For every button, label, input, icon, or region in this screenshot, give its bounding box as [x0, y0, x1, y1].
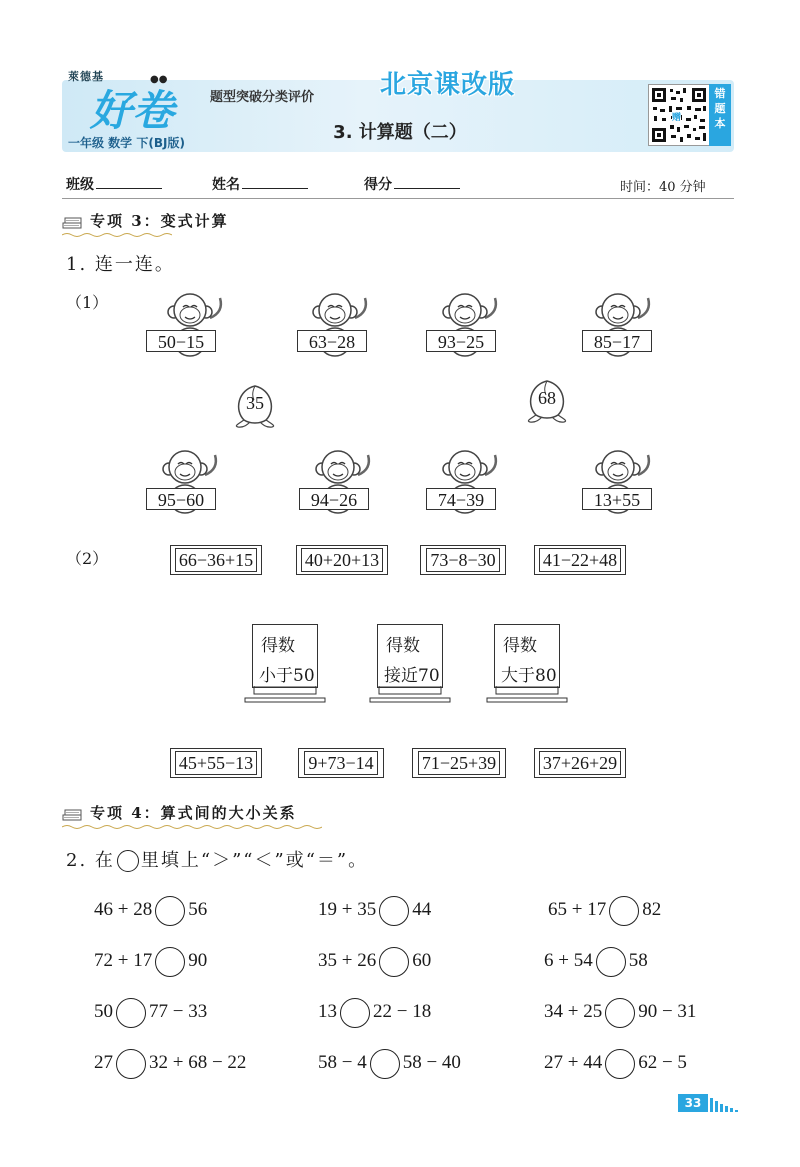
answer-circle[interactable] — [155, 947, 185, 977]
time-limit: 时间：40 分钟 — [620, 180, 706, 195]
comparison-right: 60 — [412, 950, 432, 971]
page-title: 3. 计算题（二） — [333, 122, 467, 143]
sign-stand — [369, 686, 451, 706]
expression-card[interactable] — [296, 545, 388, 575]
score-blank[interactable] — [394, 176, 460, 189]
answer-circle[interactable] — [370, 1049, 400, 1079]
sign-line-2: 大于80 — [501, 666, 557, 686]
expression-text: 41−22+48 — [539, 548, 621, 572]
expression-text: 73−8−30 — [426, 548, 499, 572]
books-icon — [62, 215, 84, 229]
comparison-left: 58 − 4 — [318, 1052, 367, 1073]
category-sign[interactable] — [377, 624, 443, 688]
monkey-expression: 63−28 — [297, 330, 367, 352]
comparison-left: 46 + 28 — [94, 899, 153, 920]
error-book-tab[interactable] — [709, 84, 731, 146]
expression-card[interactable] — [534, 748, 626, 778]
section-4-text: 专项 4：算式间的大小关系 — [90, 804, 297, 822]
question-1: 1. 连一连。 — [66, 254, 175, 275]
answer-circle[interactable] — [116, 998, 146, 1028]
sign-line-2: 接近70 — [384, 666, 440, 686]
comparison-right: 58 — [628, 950, 648, 971]
expression-card[interactable] — [534, 545, 626, 575]
comparison-item — [94, 996, 207, 1028]
comparison-right: 22 − 18 — [373, 1001, 432, 1022]
sign-line-1: 得数 — [386, 636, 420, 656]
section-3-text: 专项 3：变式计算 — [90, 212, 229, 230]
comparison-right: 90 — [188, 950, 208, 971]
expression-card[interactable] — [420, 545, 506, 575]
peach-value: 68 — [538, 388, 556, 408]
expression-text: 66−36+15 — [175, 548, 257, 572]
expression-text: 45+55−13 — [175, 751, 257, 775]
comparison-right: 82 — [642, 899, 662, 920]
category-sign[interactable] — [494, 624, 560, 688]
comparison-right: 90 − 31 — [638, 1001, 697, 1022]
comparison-left: 35 + 26 — [318, 950, 377, 971]
page-number: 33 — [678, 1094, 708, 1112]
wavy-underline — [62, 232, 172, 238]
expression-text: 37+26+29 — [539, 751, 621, 775]
question-2-suffix: 里填上“＞”“＜”或“＝”。 — [140, 850, 369, 871]
sign-stand — [244, 686, 326, 706]
expression-text: 40+20+13 — [301, 548, 383, 572]
monkey-expression: 94−26 — [299, 488, 369, 510]
error-book-char: 题 — [714, 102, 726, 115]
comparison-left: 6 + 54 — [544, 950, 593, 971]
sign-stand — [486, 686, 568, 706]
circle-blank-icon — [117, 850, 139, 872]
comparison-left: 65 + 17 — [548, 899, 607, 920]
expression-text: 71−25+39 — [418, 751, 500, 775]
comparison-right: 32 + 68 − 22 — [149, 1052, 247, 1073]
question-2 — [66, 846, 368, 872]
category-sign[interactable] — [252, 624, 318, 688]
answer-circle[interactable] — [605, 1049, 635, 1079]
comparison-item — [548, 894, 661, 926]
class-field[interactable] — [66, 174, 162, 194]
logo-eyes-icon: ●● — [150, 74, 168, 85]
comparison-item — [94, 894, 207, 926]
class-blank[interactable] — [96, 176, 162, 189]
expression-card[interactable] — [412, 748, 506, 778]
answer-circle[interactable] — [605, 998, 635, 1028]
comparison-item — [318, 945, 431, 977]
peach-value: 35 — [246, 393, 264, 413]
monkey-expression: 13+55 — [582, 488, 652, 510]
wavy-underline — [62, 824, 322, 830]
name-label: 姓名 — [212, 177, 240, 193]
comparison-item — [318, 894, 431, 926]
expression-card[interactable] — [298, 748, 384, 778]
comparison-left: 13 — [318, 1001, 337, 1022]
comparison-left: 72 + 17 — [94, 950, 153, 971]
comparison-left: 19 + 35 — [318, 899, 377, 920]
answer-circle[interactable] — [155, 896, 185, 926]
books-icon — [62, 807, 84, 821]
comparison-left: 50 — [94, 1001, 113, 1022]
part-1-label: （1） — [66, 293, 109, 312]
answer-circle[interactable] — [596, 947, 626, 977]
part-2-label: （2） — [66, 549, 109, 568]
score-field[interactable] — [364, 174, 460, 194]
logo-publisher: 萊德基 — [68, 70, 104, 83]
comparison-left: 27 — [94, 1052, 113, 1073]
comparison-right: 44 — [412, 899, 432, 920]
grade-label: 一年级 数学 下(BJ版) — [68, 136, 185, 150]
logo-title: 好卷 — [90, 86, 175, 135]
comparison-right: 77 − 33 — [149, 1001, 208, 1022]
name-blank[interactable] — [242, 176, 308, 189]
comparison-item — [544, 1047, 687, 1079]
comparison-item — [94, 1047, 246, 1079]
comparison-item — [544, 996, 696, 1028]
comparison-item — [318, 1047, 461, 1079]
section-4-title — [62, 802, 297, 823]
score-label: 得分 — [364, 177, 392, 193]
header-divider — [62, 198, 734, 199]
section-3-title — [62, 210, 229, 231]
class-label: 班级 — [66, 177, 94, 193]
edition-title: 北京课改版 — [380, 70, 516, 100]
answer-circle[interactable] — [609, 896, 639, 926]
page-bars-icon — [710, 1096, 740, 1112]
comparison-right: 58 − 40 — [402, 1052, 461, 1073]
comparison-item — [94, 945, 207, 977]
sign-line-2: 小于50 — [259, 666, 315, 686]
monkey-expression: 95−60 — [146, 488, 216, 510]
sign-line-1: 得数 — [261, 636, 295, 656]
comparison-left: 27 + 44 — [544, 1052, 603, 1073]
expression-text: 9+73−14 — [304, 751, 377, 775]
comparison-item — [544, 945, 648, 977]
monkey-expression: 93−25 — [426, 330, 496, 352]
answer-circle[interactable] — [379, 896, 409, 926]
series-name: 题型突破分类评价 — [210, 90, 315, 105]
comparison-left: 34 + 25 — [544, 1001, 603, 1022]
comparison-item — [318, 996, 431, 1028]
name-field[interactable] — [212, 174, 308, 194]
error-book-char: 错 — [714, 87, 726, 100]
answer-circle[interactable] — [379, 947, 409, 977]
monkey-expression: 50−15 — [146, 330, 216, 352]
answer-circle[interactable] — [340, 998, 370, 1028]
expression-card[interactable] — [170, 545, 262, 575]
comparison-right: 56 — [188, 899, 208, 920]
sign-line-1: 得数 — [503, 636, 537, 656]
monkey-expression: 85−17 — [582, 330, 652, 352]
expression-card[interactable] — [170, 748, 262, 778]
comparison-right: 62 − 5 — [638, 1052, 687, 1073]
error-book-char: 本 — [714, 117, 726, 130]
monkey-expression: 74−39 — [426, 488, 496, 510]
answer-circle[interactable] — [116, 1049, 146, 1079]
question-2-prefix: 2. 在 — [66, 850, 115, 871]
qr-gift-label: 赠 — [672, 110, 681, 123]
